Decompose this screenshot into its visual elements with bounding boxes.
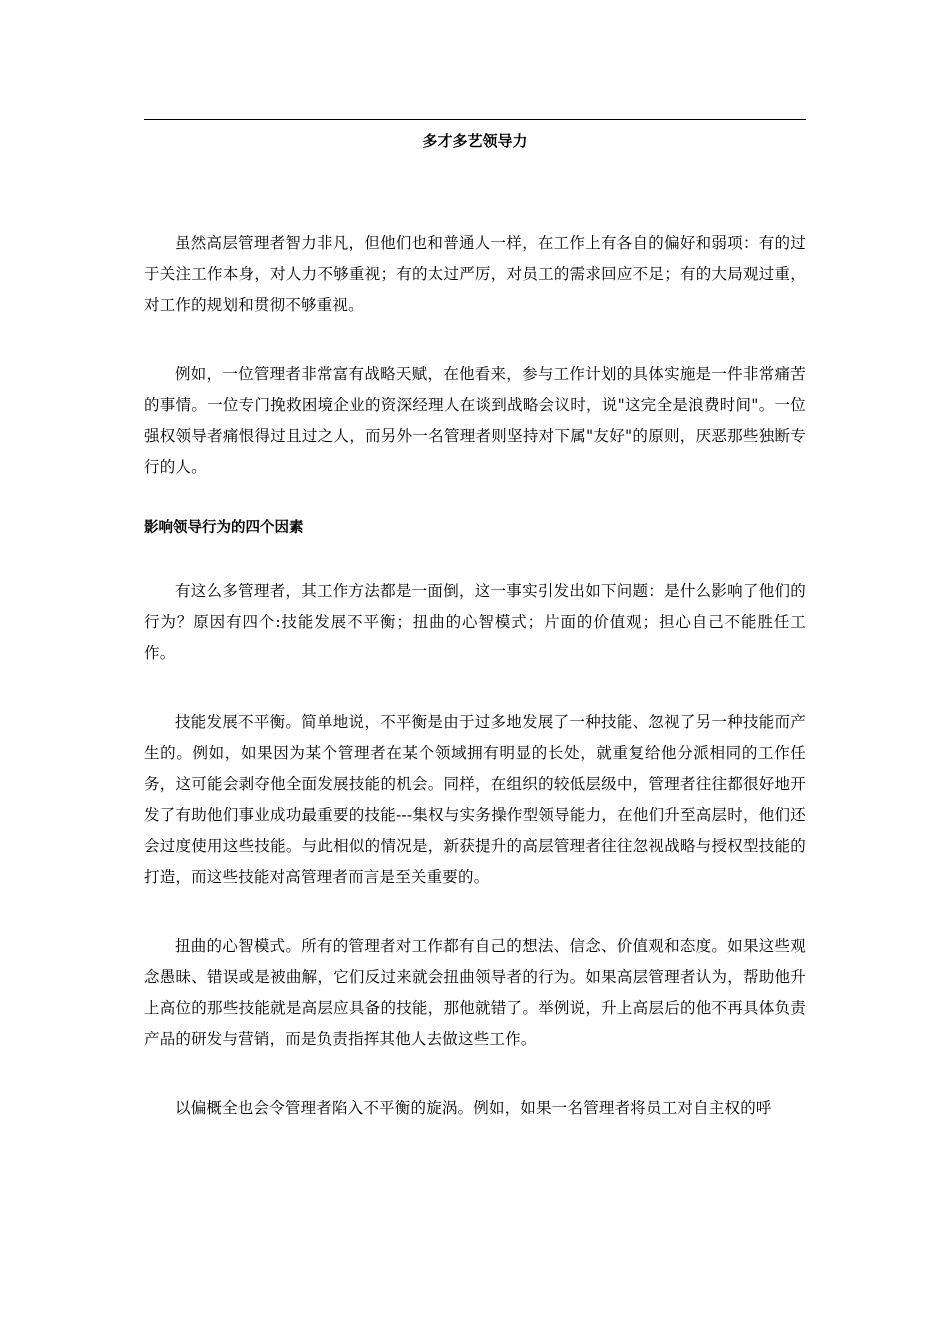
header-rule (144, 119, 806, 120)
document-body (144, 228, 806, 1162)
document-title: 多才多艺领导力 (422, 132, 528, 150)
paragraph-section-1: 有这么多管理者，其工作方法都是一面倒，这一事实引发出如下问题：是什么影响了他们的行为？原因有四个:技能发展不平衡；扭曲的心智模式；片面的价值观；担心自己不能胜任工作。 (144, 582, 806, 662)
paragraph-section-3: 扭曲的心智模式。所有的管理者对工作都有自己的想法、信念、价值观和态度。如果这些观念愚昧、错误或是被曲解，它们反过来就会扭曲领导者的行为。如果高层管理者认为，帮助他升上高位的那些技能就是高层应具备的技能，那他就错了。举例说，升上高层后的他不再具体负责产品的研发与营销，而是负责指挥其他人去做这些工作。 (144, 937, 806, 1048)
section-heading: 影响领导行为的四个因素 (144, 520, 304, 536)
paragraph-intro-1: 虽然高层管理者智力非凡，但他们也和普通人一样，在工作上有各自的偏好和弱项：有的过于关注工作本身，对人力不够重视；有的太过严厉，对员工的需求回应不足；有的大局观过重，对工作的规划和贯彻不够重视。 (144, 234, 806, 314)
paragraph-section-2: 技能发展不平衡。简单地说，不平衡是由于过多地发展了一种技能、忽视了另一种技能而产生的。例如，如果因为某个管理者在某个领域拥有明显的长处，就重复给他分派相同的工作任务，这可能会剥夺他全面发展技能的机会。同样，在组织的较低层级中，管理者往往都很好地开发了有助他们事业成功最重要的技能---集权与实务操作型领导能力，在他们升至高层时，他们还会过度使用这些技能。与此相似的情况是，新获提升的高层管理者往往忽视战略与授权型技能的打造，而这些技能对高管理者而言是至关重要的。 (144, 713, 806, 886)
paragraph-intro-2: 例如，一位管理者非常富有战略天赋，在他看来，参与工作计划的具体实施是一件非常痛苦的事情。一位专门挽救困境企业的资深经理人在谈到战略会议时，说"这完全是浪费时间"。一位强权领导者痛恨得过且过之人，而另外一名管理者则坚持对下属"友好"的原则，厌恶那些独断专行的人。 (144, 365, 806, 476)
paragraph-section-4: 以偏概全也会令管理者陷入不平衡的旋涡。例如，如果一名管理者将员工对自主权的呼 (175, 1099, 772, 1117)
